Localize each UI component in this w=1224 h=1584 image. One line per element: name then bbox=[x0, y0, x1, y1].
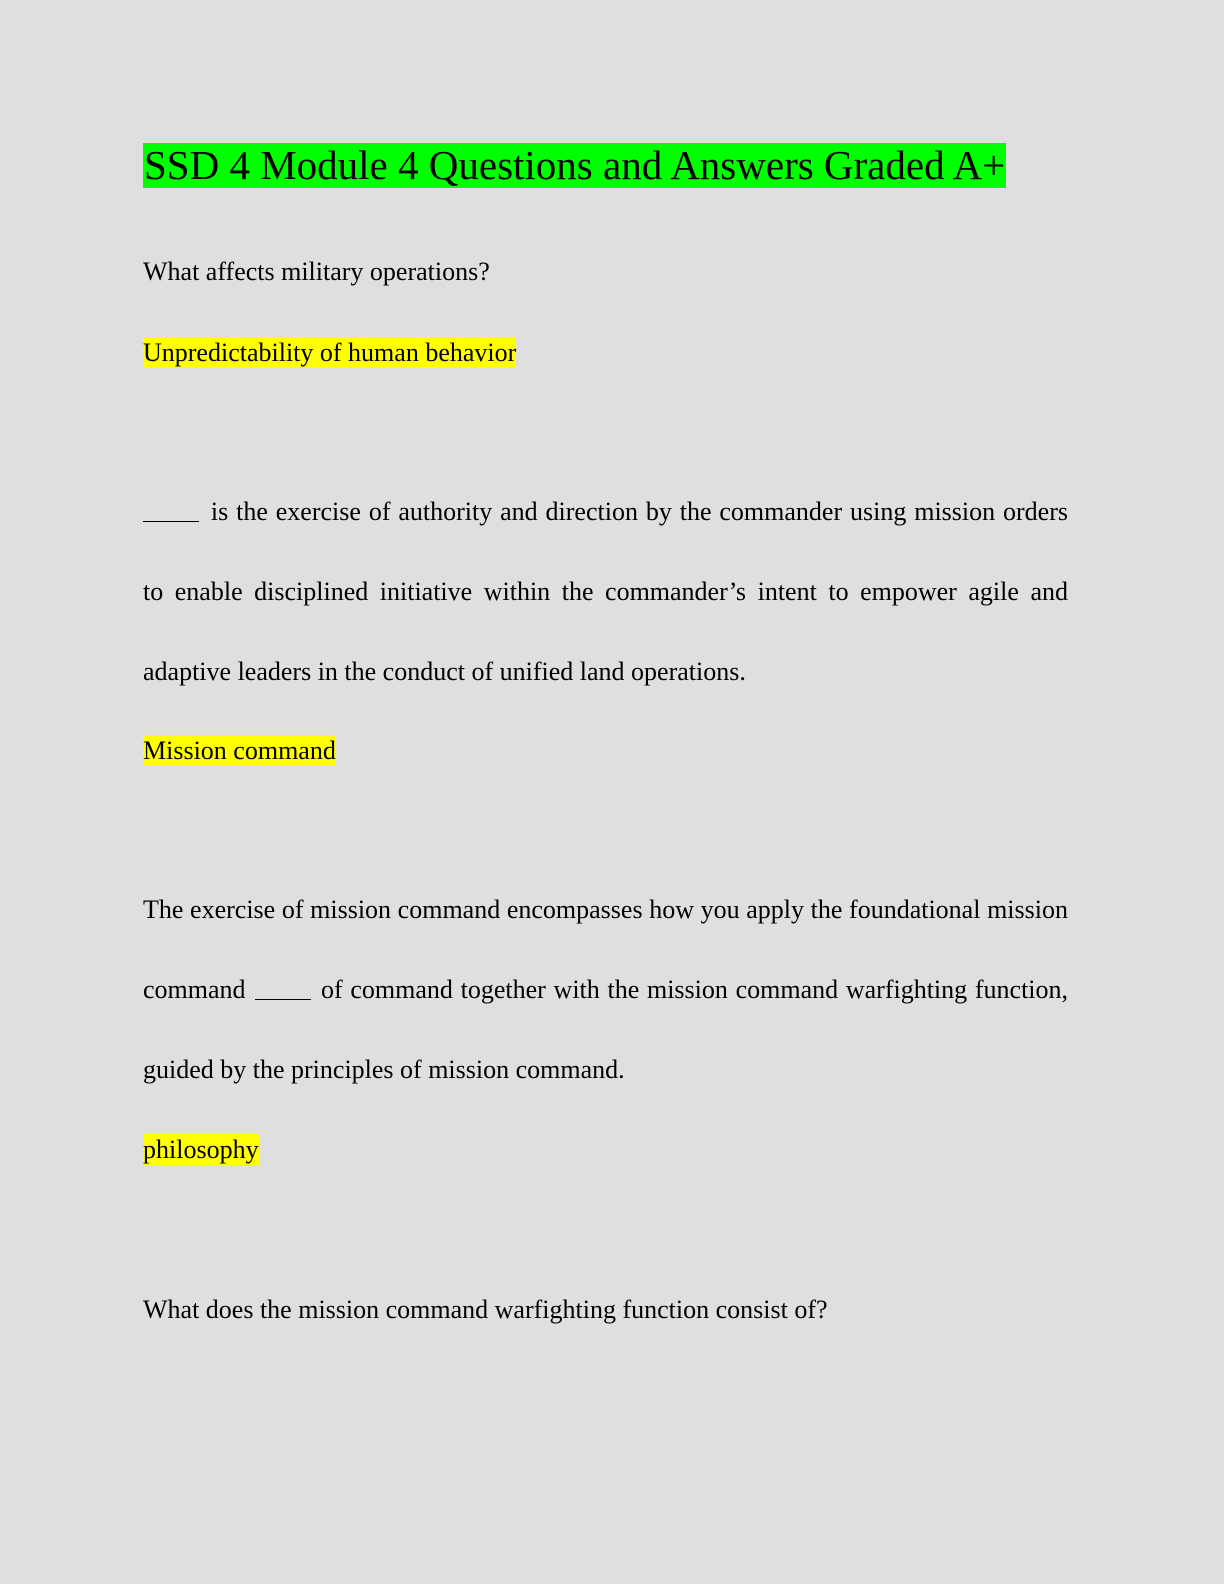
document-title: SSD 4 Module 4 Questions and Answers Graded A+ bbox=[144, 142, 1006, 188]
fill-in-blank bbox=[255, 973, 311, 1000]
question-3 bbox=[143, 870, 1068, 1110]
answer-1: Unpredictability of human behavior bbox=[143, 338, 517, 367]
question-1: What affects military operations? bbox=[143, 257, 490, 286]
fill-in-blank bbox=[143, 495, 199, 522]
answer-2: Mission command bbox=[143, 736, 336, 765]
question-2 bbox=[143, 472, 1068, 712]
question-4: What does the mission command warfighting function consist of? bbox=[143, 1295, 828, 1324]
question-3-text-part2: of command together with the mission command warfighting function, guided by the principles of mission command. bbox=[143, 975, 1069, 1084]
question-2-text: is the exercise of authority and direction by the commander using mission orders to enable disciplined initiative within the commander’s intent to empower agile and adaptive leaders in the conduct of unified land operations. bbox=[143, 497, 1068, 686]
question-3-text-part1: The exercise of mission command encompasses how you apply the foundational mission command bbox=[143, 895, 1068, 1004]
answer-3: philosophy bbox=[143, 1135, 259, 1164]
